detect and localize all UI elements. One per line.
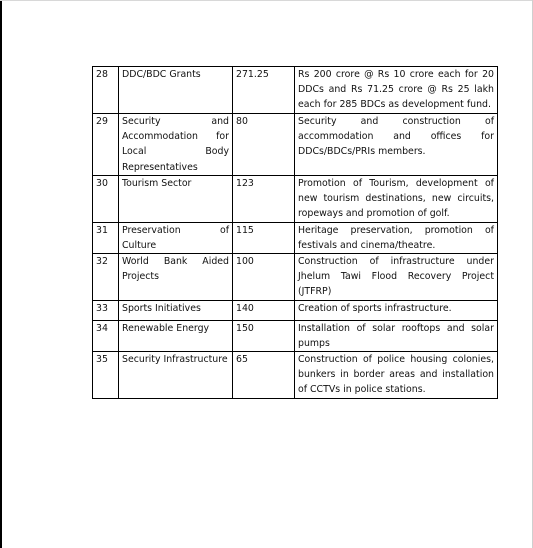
amount: 271.25 — [233, 67, 295, 114]
table-row — [93, 352, 498, 399]
table-row — [93, 300, 498, 320]
row-number: 28 — [93, 67, 119, 114]
page-border-top — [0, 0, 533, 1]
description: Installation of solar rooftops and solar pumps — [295, 320, 498, 351]
description: Promotion of Tourism, development of new tourism destinations, new circuits, ropeways and promotion of golf. — [295, 176, 498, 223]
item-name: Security and Accommodation for Local Body Representatives — [119, 114, 233, 176]
description: Creation of sports infrastructure. — [295, 300, 498, 320]
amount: 140 — [233, 300, 295, 320]
description: Rs 200 crore @ Rs 10 crore each for 20 DDCs and Rs 71.25 crore @ Rs 25 lakh each for 285 BDCs as development fund. — [295, 67, 498, 114]
row-number: 30 — [93, 176, 119, 223]
item-name: Preservation of Culture — [119, 222, 233, 253]
row-number: 29 — [93, 114, 119, 176]
table-row — [93, 320, 498, 351]
amount: 150 — [233, 320, 295, 351]
row-number: 32 — [93, 254, 119, 301]
row-number: 31 — [93, 222, 119, 253]
table-row — [93, 254, 498, 301]
table-row — [93, 176, 498, 223]
row-number: 35 — [93, 352, 119, 399]
table-row — [93, 114, 498, 176]
item-name: Security Infrastructure — [119, 352, 233, 399]
page-border-left — [0, 0, 2, 548]
description: Security and construction of accommodation and offices for DDCs/BDCs/PRIs members. — [295, 114, 498, 176]
row-number: 33 — [93, 300, 119, 320]
table-row — [93, 222, 498, 253]
item-name: Tourism Sector — [119, 176, 233, 223]
amount: 115 — [233, 222, 295, 253]
table-row — [93, 67, 498, 114]
amount: 100 — [233, 254, 295, 301]
description: Heritage preservation, promotion of festivals and cinema/theatre. — [295, 222, 498, 253]
item-name: World Bank Aided Projects — [119, 254, 233, 301]
description: Construction of police housing colonies, bunkers in border areas and installation of CCTVs in police stations. — [295, 352, 498, 399]
description: Construction of infrastructure under Jhelum Tawi Flood Recovery Project (JTFRP) — [295, 254, 498, 301]
amount: 65 — [233, 352, 295, 399]
item-name: DDC/BDC Grants — [119, 67, 233, 114]
item-name: Sports Initiatives — [119, 300, 233, 320]
row-number: 34 — [93, 320, 119, 351]
amount: 123 — [233, 176, 295, 223]
budget-allocation-table — [92, 66, 498, 399]
item-name: Renewable Energy — [119, 320, 233, 351]
amount: 80 — [233, 114, 295, 176]
